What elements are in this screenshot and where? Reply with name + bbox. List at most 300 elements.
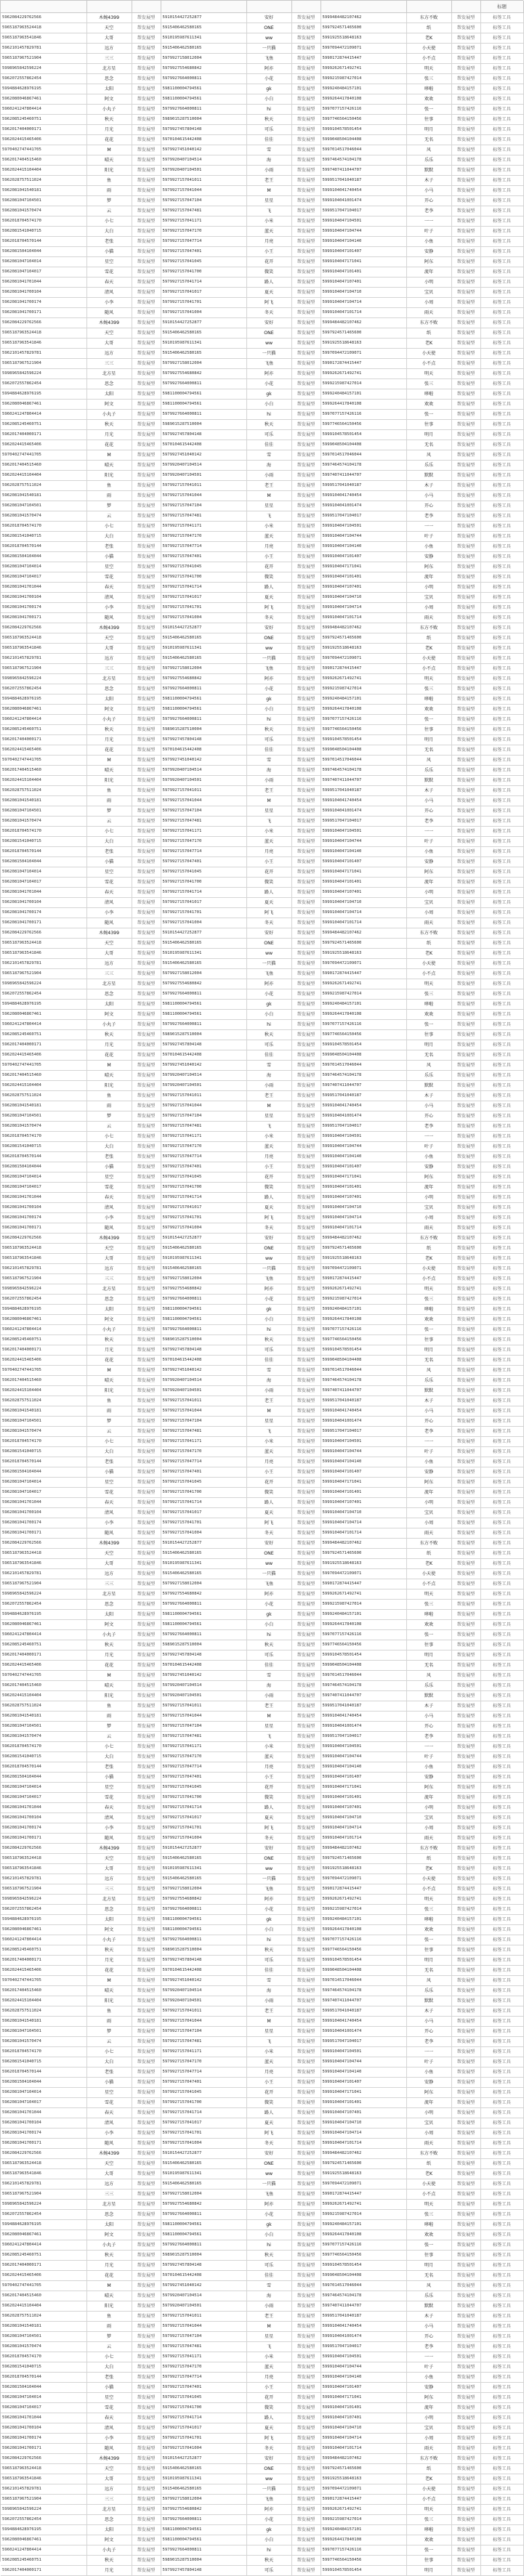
table-row bbox=[1, 653, 523, 663]
record-status-cell: 帮发展型 bbox=[132, 897, 161, 907]
record-id-cell: 5962081041540181 bbox=[1, 1406, 86, 1416]
record-name-cell: 秋天 bbox=[86, 724, 132, 734]
record-status-cell: 帮发展型 bbox=[291, 979, 321, 989]
header-cell bbox=[1, 1, 86, 12]
record-id-cell: 5999104047104140 bbox=[321, 1762, 406, 1772]
record-status-cell: 帮发展型 bbox=[291, 623, 321, 633]
table-row bbox=[1, 1863, 523, 1874]
record-status-cell: 帮发展型 bbox=[291, 1080, 321, 1090]
record-status-cell: 帮发展型 bbox=[451, 663, 480, 673]
record-id-cell: 5962081041540181 bbox=[1, 1711, 86, 1721]
record-label-cell: 标签工具 bbox=[480, 1884, 523, 1894]
record-label-cell: 标签工具 bbox=[480, 1324, 523, 1334]
record-id-cell: 5981100004794561 bbox=[161, 2219, 246, 2229]
record-status-cell: 帮发展型 bbox=[451, 236, 480, 246]
record-status-cell: 帮发展型 bbox=[132, 785, 161, 795]
record-name-cell: 小丸子 bbox=[86, 104, 132, 114]
record-name-cell: 海 bbox=[246, 765, 291, 775]
record-label-cell: 标签工具 bbox=[480, 989, 523, 999]
record-label-cell: 标签工具 bbox=[480, 195, 523, 206]
record-status-cell: 帮发展型 bbox=[132, 460, 161, 470]
record-status-cell: 帮发展型 bbox=[451, 1701, 480, 1711]
record-status-cell: 帮发展型 bbox=[132, 307, 161, 317]
record-status-cell: 帮发展型 bbox=[451, 1284, 480, 1294]
record-status-cell: 帮发展型 bbox=[132, 216, 161, 226]
record-id-cell: 5960241247804414 bbox=[1, 2545, 86, 2555]
record-id-cell: 5999517041040187 bbox=[321, 1090, 406, 1101]
record-name-cell: 雨 bbox=[86, 2016, 132, 2026]
record-id-cell: 5965187963524418 bbox=[1, 2158, 86, 2168]
record-id-cell: 5979920407104501 bbox=[161, 1385, 246, 1396]
record-status-cell: 帮发展型 bbox=[132, 1162, 161, 1172]
record-name-cell: 明月 bbox=[406, 124, 451, 134]
record-id-cell: 5915406462580165 bbox=[161, 653, 246, 663]
record-status-cell: 帮发展型 bbox=[132, 1284, 161, 1294]
record-status-cell: 帮发展型 bbox=[132, 1833, 161, 1843]
record-name-cell: 月光 bbox=[86, 1345, 132, 1355]
record-status-cell: 帮发展型 bbox=[132, 856, 161, 867]
record-name-cell: 小明 bbox=[406, 582, 451, 592]
record-name-cell: M bbox=[246, 490, 291, 501]
record-label-cell: 标签工具 bbox=[480, 918, 523, 928]
record-label-cell: 标签工具 bbox=[480, 1202, 523, 1212]
record-label-cell: 标签工具 bbox=[480, 2524, 523, 2535]
record-label-cell: 标签工具 bbox=[480, 958, 523, 968]
record-id-cell: 5979927157041171 bbox=[161, 1436, 246, 1446]
record-status-cell: 帮发展型 bbox=[451, 1182, 480, 1192]
record-id-cell: 5965187963541846 bbox=[1, 1558, 86, 1568]
record-name-cell: 小米 bbox=[246, 826, 291, 836]
record-name-cell: 张三 bbox=[406, 2209, 451, 2219]
record-name-cell: 小米 bbox=[246, 1436, 291, 1446]
record-name-cell: 阿亦 bbox=[246, 63, 291, 73]
record-status-cell: 帮发展型 bbox=[451, 1345, 480, 1355]
record-name-cell: 梦 bbox=[86, 1416, 132, 1426]
record-id-cell: 5979927157047714 bbox=[161, 1762, 246, 1772]
record-name-cell: 张一 bbox=[406, 104, 451, 114]
record-status-cell: 帮发展型 bbox=[132, 1690, 161, 1701]
record-id-cell: 5979927157041011 bbox=[161, 1396, 246, 1406]
record-name-cell: 秋天 bbox=[86, 2555, 132, 2565]
record-name-cell: 木婉4399 bbox=[86, 1843, 132, 1853]
record-id-cell: 5960241247804414 bbox=[1, 1935, 86, 1945]
record-name-cell: M bbox=[246, 795, 291, 806]
record-id-cell: 5999215987427014 bbox=[321, 2514, 406, 2524]
record-name-cell: 小不点 bbox=[406, 1273, 451, 1284]
record-name-cell: 小周 bbox=[406, 2128, 451, 2138]
record-id-cell: 5999104047104710 bbox=[321, 1507, 406, 1518]
record-name-cell: 晴天 bbox=[86, 1680, 132, 1690]
table-row bbox=[1, 1050, 523, 1060]
record-id-cell: 5979927554680842 bbox=[161, 2199, 246, 2209]
record-id-cell: 5999104578501454 bbox=[321, 2565, 406, 2575]
record-id-cell: 5979927158012004 bbox=[161, 1579, 246, 1589]
record-id-cell: 5960241247804414 bbox=[1, 714, 86, 724]
record-status-cell: 帮发展型 bbox=[291, 999, 321, 1009]
record-id-cell: 5910195987611341 bbox=[161, 948, 246, 958]
record-id-cell: 5997094472109071 bbox=[321, 1263, 406, 1273]
record-status-cell: 帮发展型 bbox=[291, 155, 321, 165]
record-name-cell: 路人 bbox=[246, 2107, 291, 2118]
record-status-cell: 帮发展型 bbox=[451, 694, 480, 704]
record-id-cell: 5999104041001474 bbox=[321, 2026, 406, 2036]
record-status-cell: 帮发展型 bbox=[291, 2474, 321, 2484]
record-name-cell: 花开 bbox=[246, 2392, 291, 2402]
record-status-cell: 帮发展型 bbox=[451, 958, 480, 968]
record-status-cell: 帮发展型 bbox=[291, 2260, 321, 2270]
record-name-cell: ONE bbox=[246, 938, 291, 948]
record-name-cell: M bbox=[86, 1060, 132, 1070]
record-status-cell: 帮发展型 bbox=[132, 480, 161, 490]
record-status-cell: 帮发展型 bbox=[451, 2087, 480, 2097]
record-name-cell: 安静 bbox=[406, 1162, 451, 1172]
record-id-cell: 5997464574104178 bbox=[321, 765, 406, 775]
record-name-cell: 小周 bbox=[406, 907, 451, 918]
table-row bbox=[1, 918, 523, 928]
table-row bbox=[1, 2565, 523, 2575]
record-status-cell: 帮发展型 bbox=[291, 704, 321, 714]
record-name-cell: 木子 bbox=[406, 1396, 451, 1406]
record-status-cell: 帮发展型 bbox=[132, 2209, 161, 2219]
record-id-cell: 5979927157041011 bbox=[161, 175, 246, 185]
record-status-cell: 帮发展型 bbox=[132, 755, 161, 765]
record-id-cell: 5999104047104710 bbox=[321, 897, 406, 907]
record-id-cell: 5999104047101401 bbox=[321, 877, 406, 887]
record-id-cell: 5999104047104140 bbox=[321, 2372, 406, 2382]
record-id-cell: 5981100004794561 bbox=[161, 1009, 246, 1019]
record-status-cell: 帮发展型 bbox=[451, 714, 480, 724]
record-status-cell: 帮发展型 bbox=[132, 663, 161, 673]
record-id-cell: 5979927664000811 bbox=[161, 2514, 246, 2524]
record-status-cell: 帮发展型 bbox=[132, 999, 161, 1009]
record-label-cell: 标签工具 bbox=[480, 2179, 523, 2189]
record-id-cell: 5962017404000171 bbox=[1, 1345, 86, 1355]
record-id-cell: 5997014517046044 bbox=[321, 2280, 406, 2291]
record-label-cell: 标签工具 bbox=[480, 694, 523, 704]
record-id-cell: 5979927157041714 bbox=[161, 2413, 246, 2423]
record-label-cell: 标签工具 bbox=[480, 1985, 523, 1996]
record-id-cell: 5999048504104408 bbox=[321, 440, 406, 450]
record-status-cell: 帮发展型 bbox=[451, 53, 480, 63]
record-id-cell: 5999104047104744 bbox=[321, 836, 406, 846]
record-name-cell: 夏天 bbox=[246, 2118, 291, 2128]
record-name-cell: 花开 bbox=[246, 2087, 291, 2097]
record-id-cell: 5970402747441705 bbox=[1, 1060, 86, 1070]
record-name-cell: 月光 bbox=[86, 2565, 132, 2575]
record-name-cell: 老K bbox=[406, 1863, 451, 1874]
table-row bbox=[1, 2158, 523, 2168]
record-id-cell: 5999104041740454 bbox=[321, 1406, 406, 1416]
record-label-cell: 标签工具 bbox=[480, 73, 523, 84]
record-name-cell: 三三 bbox=[86, 2494, 132, 2504]
record-name-cell: 老王 bbox=[246, 1090, 291, 1101]
record-name-cell: 阿东 bbox=[406, 256, 451, 267]
record-label-cell: 标签工具 bbox=[480, 23, 523, 33]
record-label-cell: 标签工具 bbox=[480, 1812, 523, 1823]
table-row bbox=[1, 1263, 523, 1273]
table-row bbox=[1, 775, 523, 785]
record-name-cell: 可乐 bbox=[246, 734, 291, 745]
record-id-cell: 5991925518648163 bbox=[321, 2168, 406, 2179]
table-row bbox=[1, 1101, 523, 1111]
record-label-cell: 标签工具 bbox=[480, 1396, 523, 1406]
record-name-cell: 小猫 bbox=[86, 1467, 132, 1477]
record-id-cell: 5979927157041171 bbox=[161, 521, 246, 531]
record-status-cell: 帮发展型 bbox=[291, 348, 321, 358]
record-id-cell: 5999517047104017 bbox=[321, 511, 406, 521]
record-id-cell: 5979927157041044 bbox=[161, 1406, 246, 1416]
record-name-cell: 明天 bbox=[406, 2199, 451, 2209]
record-id-cell: 5999104041740454 bbox=[321, 2321, 406, 2331]
table-row bbox=[1, 765, 523, 775]
record-id-cell: 5979927457804148 bbox=[161, 1345, 246, 1355]
table-row bbox=[1, 2016, 523, 2026]
record-id-cell: 5979927157041004 bbox=[161, 612, 246, 623]
record-id-cell: 5979927157041045 bbox=[161, 867, 246, 877]
record-status-cell: 帮发展型 bbox=[132, 765, 161, 775]
record-name-cell: 小米 bbox=[246, 216, 291, 226]
record-status-cell: 帮发展型 bbox=[451, 633, 480, 643]
record-status-cell: 帮发展型 bbox=[291, 1894, 321, 1904]
record-name-cell: 明月 bbox=[406, 2260, 451, 2270]
record-status-cell: 帮发展型 bbox=[132, 409, 161, 419]
record-id-cell: 5999104047101714 bbox=[321, 1833, 406, 1843]
record-id-cell: 5979927157041011 bbox=[161, 1090, 246, 1101]
record-id-cell: 5999240484157101 bbox=[321, 2524, 406, 2535]
record-name-cell: 冬天 bbox=[246, 2443, 291, 2453]
table-row bbox=[1, 2453, 523, 2463]
record-id-cell: 5999104041740454 bbox=[321, 490, 406, 501]
record-id-cell: 5999048504104408 bbox=[321, 1965, 406, 1975]
record-name-cell: 冬天 bbox=[246, 1223, 291, 1233]
record-id-cell: 5962081041701044 bbox=[1, 887, 86, 897]
record-id-cell: 5999104041001474 bbox=[321, 1416, 406, 1426]
record-id-cell: 5997077157426116 bbox=[321, 2545, 406, 2555]
record-status-cell: 帮发展型 bbox=[132, 1477, 161, 1487]
record-id-cell: 5962081047104014 bbox=[1, 1782, 86, 1792]
record-label-cell: 标签工具 bbox=[480, 460, 523, 470]
table-row bbox=[1, 1162, 523, 1172]
record-id-cell: 5999104047107401 bbox=[321, 2413, 406, 2423]
record-name-cell: 阿文 bbox=[86, 94, 132, 104]
record-id-cell: 5979927664000811 bbox=[161, 714, 246, 724]
record-name-cell: 东方不败 bbox=[406, 2453, 451, 2463]
record-id-cell: 5962081041570474 bbox=[1, 1731, 86, 1741]
record-label-cell: 标签工具 bbox=[480, 1528, 523, 1538]
record-id-cell: 5999517047104017 bbox=[321, 2341, 406, 2352]
record-status-cell: 帮发展型 bbox=[132, 2504, 161, 2514]
record-status-cell: 帮发展型 bbox=[132, 979, 161, 989]
record-id-cell: 5979927157047170 bbox=[161, 836, 246, 846]
record-id-cell: 5990172874415447 bbox=[321, 1579, 406, 1589]
record-name-cell: 雨天 bbox=[406, 2443, 451, 2453]
record-status-cell: 帮发展型 bbox=[132, 2433, 161, 2443]
record-name-cell: 往事 bbox=[406, 1029, 451, 1040]
record-status-cell: 帮发展型 bbox=[291, 2413, 321, 2423]
record-name-cell: 花开 bbox=[246, 256, 291, 267]
record-status-cell: 帮发展型 bbox=[451, 2565, 480, 2575]
record-name-cell: 花开 bbox=[246, 1172, 291, 1182]
record-id-cell: 5999104047101401 bbox=[321, 2402, 406, 2413]
record-name-cell: 无名 bbox=[406, 2270, 451, 2280]
table-row bbox=[1, 1314, 523, 1324]
record-status-cell: 帮发展型 bbox=[132, 1172, 161, 1182]
record-name-cell: 阿文 bbox=[86, 704, 132, 714]
record-status-cell: 帮发展型 bbox=[291, 1304, 321, 1314]
record-name-cell: 飞鱼 bbox=[246, 663, 291, 673]
record-status-cell: 帮发展型 bbox=[451, 1273, 480, 1284]
record-name-cell: 哆啦 bbox=[406, 1609, 451, 1619]
record-id-cell: 5999517041040187 bbox=[321, 785, 406, 795]
record-status-cell: 帮发展型 bbox=[451, 918, 480, 928]
record-name-cell: 小王 bbox=[246, 856, 291, 867]
record-status-cell: 帮发展型 bbox=[451, 755, 480, 765]
record-status-cell: 帮发展型 bbox=[451, 338, 480, 348]
record-name-cell: 路人 bbox=[246, 1192, 291, 1202]
record-label-cell: 标签工具 bbox=[480, 1151, 523, 1162]
record-id-cell: 5962017404000171 bbox=[1, 2565, 86, 2575]
record-label-cell: 标签工具 bbox=[480, 2555, 523, 2565]
table-row bbox=[1, 2148, 523, 2158]
record-id-cell: 5962017404000171 bbox=[1, 1040, 86, 1050]
table-row bbox=[1, 816, 523, 826]
record-status-cell: 帮发展型 bbox=[132, 1253, 161, 1263]
record-status-cell: 帮发展型 bbox=[132, 1131, 161, 1141]
record-status-cell: 帮发展型 bbox=[132, 1385, 161, 1396]
record-id-cell: 5979927157047481 bbox=[161, 816, 246, 826]
record-id-cell: 5979920407104514 bbox=[161, 2291, 246, 2301]
record-label-cell: 标签工具 bbox=[480, 1833, 523, 1843]
record-name-cell: 张三 bbox=[406, 684, 451, 694]
record-status-cell: 帮发展型 bbox=[451, 541, 480, 551]
record-label-cell: 标签工具 bbox=[480, 1965, 523, 1975]
record-id-cell: 5999215987427014 bbox=[321, 1599, 406, 1609]
record-label-cell: 标签工具 bbox=[480, 1080, 523, 1090]
record-id-cell: 5915406462580165 bbox=[161, 2463, 246, 2474]
record-id-cell: 5979927157047104 bbox=[161, 501, 246, 511]
record-status-cell: 帮发展型 bbox=[291, 1172, 321, 1182]
record-label-cell: 标签工具 bbox=[480, 185, 523, 195]
record-name-cell: 冬天 bbox=[246, 612, 291, 623]
record-status-cell: 帮发展型 bbox=[132, 531, 161, 541]
record-name-cell: 夏天 bbox=[246, 1812, 291, 1823]
record-status-cell: 帮发展型 bbox=[132, 1680, 161, 1690]
record-name-cell: 哆啦 bbox=[406, 389, 451, 399]
table-row bbox=[1, 1823, 523, 1833]
record-name-cell: 花花 bbox=[86, 440, 132, 450]
record-status-cell: 帮发展型 bbox=[132, 1914, 161, 1924]
table-row bbox=[1, 2280, 523, 2291]
record-status-cell: 帮发展型 bbox=[451, 511, 480, 521]
record-label-cell: 标签工具 bbox=[480, 287, 523, 297]
record-status-cell: 帮发展型 bbox=[291, 836, 321, 846]
record-status-cell: 帮发展型 bbox=[291, 419, 321, 429]
record-label-cell: 标签工具 bbox=[480, 1792, 523, 1802]
record-id-cell: 5999104047107401 bbox=[321, 1192, 406, 1202]
record-id-cell: 5979927157041004 bbox=[161, 2138, 246, 2148]
record-name-cell: 阿东 bbox=[406, 2087, 451, 2097]
record-id-cell: 5979927157041045 bbox=[161, 256, 246, 267]
record-id-cell: 5979927157041044 bbox=[161, 1711, 246, 1721]
table-row bbox=[1, 1212, 523, 1223]
record-name-cell: 欢欢 bbox=[406, 2229, 451, 2240]
record-label-cell: 标签工具 bbox=[480, 1050, 523, 1060]
record-status-cell: 帮发展型 bbox=[291, 2097, 321, 2107]
record-status-cell: 帮发展型 bbox=[132, 1304, 161, 1314]
record-name-cell: 流年 bbox=[406, 1182, 451, 1192]
record-name-cell: 乐乐 bbox=[406, 1985, 451, 1996]
record-status-cell: 帮发展型 bbox=[291, 185, 321, 195]
table-row bbox=[1, 2392, 523, 2402]
record-name-cell: 大白 bbox=[86, 1751, 132, 1762]
table-row bbox=[1, 1802, 523, 1812]
record-status-cell: 帮发展型 bbox=[291, 216, 321, 226]
table-row bbox=[1, 755, 523, 765]
record-name-cell: 清风 bbox=[86, 1202, 132, 1212]
table-row bbox=[1, 1497, 523, 1507]
record-id-cell: 5999104578501454 bbox=[321, 429, 406, 440]
record-name-cell: 飞 bbox=[246, 816, 291, 826]
record-label-cell: 标签工具 bbox=[480, 1223, 523, 1233]
record-name-cell: 东方不败 bbox=[406, 317, 451, 328]
record-status-cell: 帮发展型 bbox=[132, 1650, 161, 1660]
record-name-cell: 一只猫 bbox=[246, 348, 291, 358]
record-name-cell: ONE bbox=[246, 328, 291, 338]
record-name-cell: 欢欢 bbox=[406, 1009, 451, 1019]
record-name-cell: 小丸子 bbox=[86, 1324, 132, 1334]
record-id-cell: 5999104047104744 bbox=[321, 1141, 406, 1151]
record-id-cell: 5962018704574170 bbox=[1, 521, 86, 531]
table-row bbox=[1, 1894, 523, 1904]
record-status-cell: 帮发展型 bbox=[451, 1772, 480, 1782]
record-id-cell: 5962081041540181 bbox=[1, 185, 86, 195]
record-id-cell: 5997077157426116 bbox=[321, 714, 406, 724]
record-status-cell: 帮发展型 bbox=[291, 531, 321, 541]
record-id-cell: 5910195987611341 bbox=[161, 33, 246, 43]
table-row bbox=[1, 2535, 523, 2545]
record-status-cell: 帮发展型 bbox=[132, 846, 161, 856]
record-status-cell: 帮发展型 bbox=[291, 450, 321, 460]
record-id-cell: 5965187963541846 bbox=[1, 1253, 86, 1263]
record-id-cell: 5979927157041044 bbox=[161, 795, 246, 806]
record-id-cell: 5999104047101714 bbox=[321, 1528, 406, 1538]
record-name-cell: 秋天 bbox=[246, 2555, 291, 2565]
table-row bbox=[1, 206, 523, 216]
record-label-cell: 标签工具 bbox=[480, 1599, 523, 1609]
record-name-cell: gk bbox=[246, 999, 291, 1009]
record-name-cell: 小白 bbox=[246, 704, 291, 714]
record-name-cell: 微笑 bbox=[246, 572, 291, 582]
record-label-cell: 标签工具 bbox=[480, 2087, 523, 2097]
record-name-cell: 雨天 bbox=[406, 307, 451, 317]
table-row bbox=[1, 979, 523, 989]
record-name-cell: 风 bbox=[406, 2280, 451, 2291]
record-status-cell: 帮发展型 bbox=[132, 2352, 161, 2362]
record-name-cell: 风 bbox=[406, 1060, 451, 1070]
record-name-cell: 雪 bbox=[246, 2280, 291, 2291]
record-id-cell: 5962018704570144 bbox=[1, 2372, 86, 2382]
record-status-cell: 帮发展型 bbox=[132, 1345, 161, 1355]
record-id-cell: 5962081041700171 bbox=[1, 2443, 86, 2453]
record-status-cell: 帮发展型 bbox=[291, 1233, 321, 1243]
record-id-cell: 5962080046867461 bbox=[1, 1924, 86, 1935]
record-name-cell: 秋天 bbox=[246, 114, 291, 124]
record-name-cell: 梦 bbox=[86, 2331, 132, 2341]
record-id-cell: 5999262671492741 bbox=[321, 673, 406, 684]
record-status-cell: 帮发展型 bbox=[291, 897, 321, 907]
record-id-cell: 5962081047104501 bbox=[1, 1111, 86, 1121]
record-name-cell: 欢欢 bbox=[406, 399, 451, 409]
